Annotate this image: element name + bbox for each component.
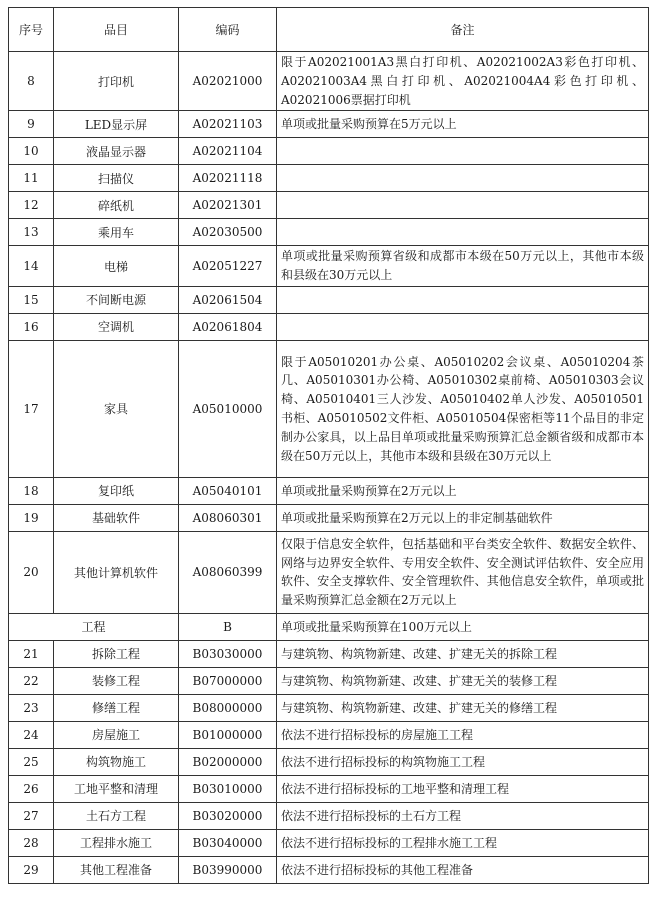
row-index: 14 xyxy=(9,246,54,287)
row-index: 9 xyxy=(9,111,54,138)
row-code: A02021104 xyxy=(179,138,277,165)
table-row xyxy=(9,138,649,165)
row-code: A02021301 xyxy=(179,192,277,219)
header-index: 序号 xyxy=(9,8,54,52)
row-note: 与建筑物、构筑物新建、改建、扩建无关的修缮工程 xyxy=(277,694,649,721)
row-note: 单项或批量采购预算省级和成都市本级在50万元以上，其他市本级和县级在30万元以上 xyxy=(277,246,649,287)
row-item: 房屋施工 xyxy=(54,721,179,748)
row-index: 26 xyxy=(9,775,54,802)
row-item: 工地平整和清理 xyxy=(54,775,179,802)
row-item: 不间断电源 xyxy=(54,286,179,313)
header-note: 备注 xyxy=(277,8,649,52)
row-item: 乘用车 xyxy=(54,219,179,246)
table-row xyxy=(9,748,649,775)
row-index: 8 xyxy=(9,52,54,111)
row-code: B07000000 xyxy=(179,667,277,694)
procurement-catalog-page xyxy=(8,7,648,884)
row-note: 单项或批量采购预算在2万元以上 xyxy=(277,477,649,504)
row-code: B01000000 xyxy=(179,721,277,748)
row-index: 11 xyxy=(9,165,54,192)
row-item: 家具 xyxy=(54,340,179,477)
row-item: 电梯 xyxy=(54,246,179,287)
row-index: 27 xyxy=(9,802,54,829)
row-note: 依法不进行招标投标的构筑物施工工程 xyxy=(277,748,649,775)
table-row xyxy=(9,504,649,531)
row-note xyxy=(277,219,649,246)
header-item: 品目 xyxy=(54,8,179,52)
row-item: 扫描仪 xyxy=(54,165,179,192)
row-item: 拆除工程 xyxy=(54,640,179,667)
row-item: 其他计算机软件 xyxy=(54,531,179,613)
row-index: 13 xyxy=(9,219,54,246)
table-row xyxy=(9,192,649,219)
table-row xyxy=(9,802,649,829)
row-code: A08060301 xyxy=(179,504,277,531)
table-row xyxy=(9,52,649,111)
group-item: 工程 xyxy=(9,613,179,640)
row-item: 空调机 xyxy=(54,313,179,340)
table-row xyxy=(9,775,649,802)
row-item: 工程排水施工 xyxy=(54,829,179,856)
table-row xyxy=(9,313,649,340)
table-row xyxy=(9,640,649,667)
row-index: 15 xyxy=(9,286,54,313)
row-note xyxy=(277,313,649,340)
row-note: 依法不进行招标投标的工程排水施工工程 xyxy=(277,829,649,856)
row-item: 其他工程准备 xyxy=(54,856,179,883)
table-header-row xyxy=(9,8,649,52)
table-row xyxy=(9,694,649,721)
table-row xyxy=(9,286,649,313)
group-code: B xyxy=(179,613,277,640)
row-index: 19 xyxy=(9,504,54,531)
row-code: B03010000 xyxy=(179,775,277,802)
row-code: A02021000 xyxy=(179,52,277,111)
row-item: 土石方工程 xyxy=(54,802,179,829)
row-note xyxy=(277,286,649,313)
row-code: B03040000 xyxy=(179,829,277,856)
row-code: A02021118 xyxy=(179,165,277,192)
table-row xyxy=(9,340,649,477)
row-item: 修缮工程 xyxy=(54,694,179,721)
table-row xyxy=(9,165,649,192)
table-row xyxy=(9,721,649,748)
row-index: 20 xyxy=(9,531,54,613)
row-index: 23 xyxy=(9,694,54,721)
group-row-engineering xyxy=(9,613,649,640)
row-code: A02021103 xyxy=(179,111,277,138)
row-note: 限于A02021001A3黑白打印机、A02021002A3彩色打印机、A02021003A4黑白打印机、A02021004A4彩色打印机、A02021006票据打印机 xyxy=(277,52,649,111)
table-row xyxy=(9,856,649,883)
row-index: 24 xyxy=(9,721,54,748)
row-note: 依法不进行招标投标的土石方工程 xyxy=(277,802,649,829)
row-code: B03020000 xyxy=(179,802,277,829)
row-item: 碎纸机 xyxy=(54,192,179,219)
row-code: B03030000 xyxy=(179,640,277,667)
table-row xyxy=(9,531,649,613)
table-row xyxy=(9,246,649,287)
row-index: 29 xyxy=(9,856,54,883)
row-code: A02051227 xyxy=(179,246,277,287)
table-row xyxy=(9,829,649,856)
row-index: 12 xyxy=(9,192,54,219)
row-item: 复印纸 xyxy=(54,477,179,504)
row-note: 单项或批量采购预算在2万元以上的非定制基础软件 xyxy=(277,504,649,531)
row-item: 打印机 xyxy=(54,52,179,111)
table-row xyxy=(9,477,649,504)
group-note: 单项或批量采购预算在100万元以上 xyxy=(277,613,649,640)
row-index: 18 xyxy=(9,477,54,504)
row-index: 17 xyxy=(9,340,54,477)
row-index: 22 xyxy=(9,667,54,694)
row-code: B03990000 xyxy=(179,856,277,883)
row-index: 25 xyxy=(9,748,54,775)
row-code: A02061804 xyxy=(179,313,277,340)
row-code: A05040101 xyxy=(179,477,277,504)
row-note: 仅限于信息安全软件，包括基础和平台类安全软件、数据安全软件、网络与边界安全软件、专用安全软件、安全测试评估软件、安全应用软件、安全支撑软件、安全管理软件、其他信息安全软件，单项或批量采购预算汇总金额在2万元以上 xyxy=(277,531,649,613)
row-code: A08060399 xyxy=(179,531,277,613)
row-code: B08000000 xyxy=(179,694,277,721)
row-item: LED显示屏 xyxy=(54,111,179,138)
row-item: 基础软件 xyxy=(54,504,179,531)
row-note: 单项或批量采购预算在5万元以上 xyxy=(277,111,649,138)
row-code: A02061504 xyxy=(179,286,277,313)
row-code: A02030500 xyxy=(179,219,277,246)
procurement-catalog-table xyxy=(8,7,649,884)
row-note: 依法不进行招标投标的房屋施工工程 xyxy=(277,721,649,748)
row-code: B02000000 xyxy=(179,748,277,775)
row-note: 与建筑物、构筑物新建、改建、扩建无关的装修工程 xyxy=(277,667,649,694)
row-item: 液晶显示器 xyxy=(54,138,179,165)
row-note: 与建筑物、构筑物新建、改建、扩建无关的拆除工程 xyxy=(277,640,649,667)
row-item: 装修工程 xyxy=(54,667,179,694)
row-note xyxy=(277,192,649,219)
row-note xyxy=(277,138,649,165)
table-row xyxy=(9,667,649,694)
row-item: 构筑物施工 xyxy=(54,748,179,775)
row-index: 16 xyxy=(9,313,54,340)
table-row xyxy=(9,219,649,246)
row-code: A05010000 xyxy=(179,340,277,477)
row-index: 28 xyxy=(9,829,54,856)
row-note: 依法不进行招标投标的其他工程准备 xyxy=(277,856,649,883)
row-note: 限于A05010201办公桌、A05010202会议桌、A05010204茶几、A05010301办公椅、A05010302桌前椅、A05010303会议椅、A05010401三人沙发、A05010402单人沙发、A05010501书柜、A05010502文件柜、A05010504保密柜等11个品目的非定制办公家具，以上品目单项或批量采购预算汇总金额省级和成都市本级在50万元以上，其他市本级和县级在30万元以上 xyxy=(277,340,649,477)
row-index: 10 xyxy=(9,138,54,165)
table-row xyxy=(9,111,649,138)
row-note xyxy=(277,165,649,192)
header-code: 编码 xyxy=(179,8,277,52)
row-note: 依法不进行招标投标的工地平整和清理工程 xyxy=(277,775,649,802)
row-index: 21 xyxy=(9,640,54,667)
